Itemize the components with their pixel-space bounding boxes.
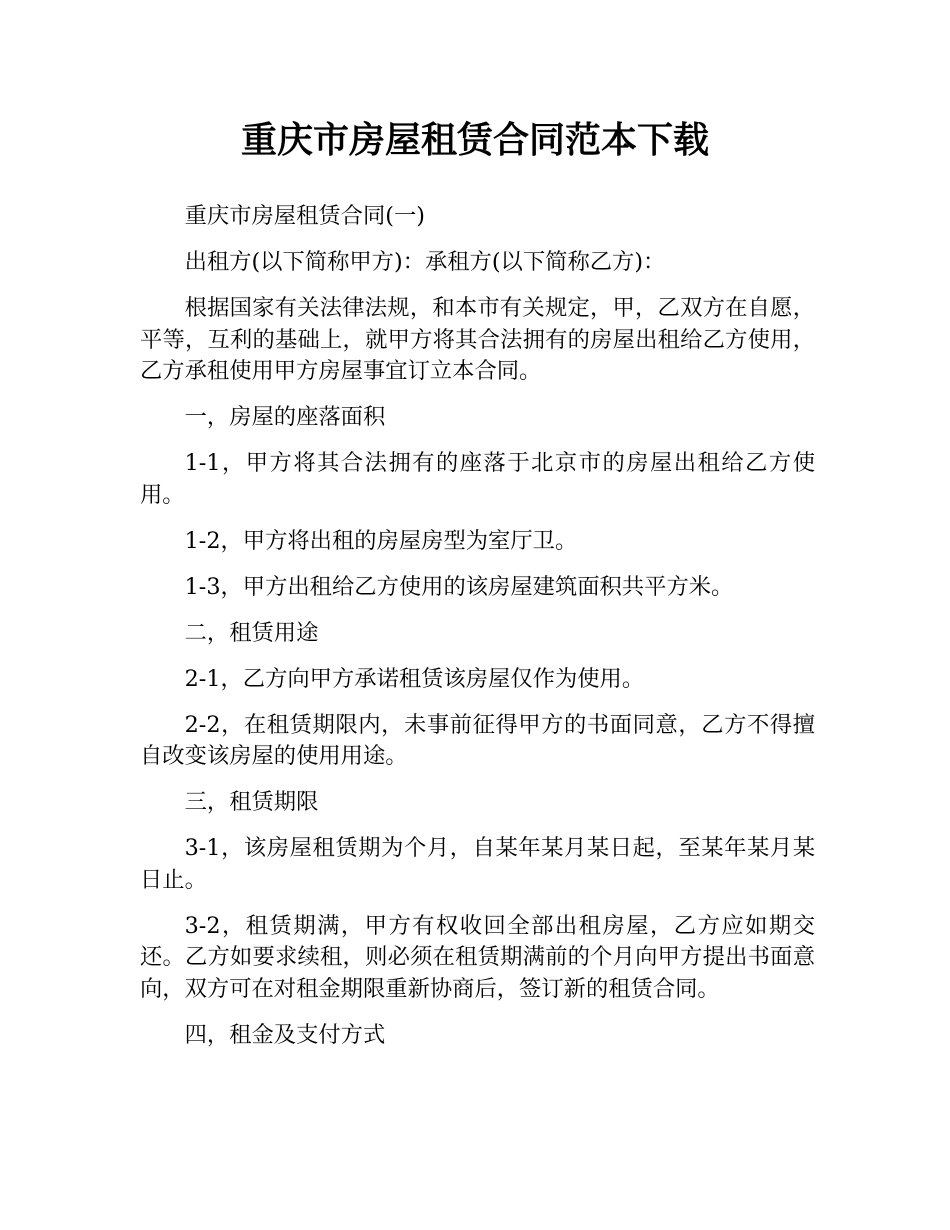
clause-1-2: 1-2，甲方将出租的房屋房型为室厅卫。 bbox=[184, 527, 578, 554]
document-title: 重庆市房屋租赁合同范本下载 bbox=[240, 120, 709, 161]
clause-2-2: 2-2，在租赁期限内，未事前征得甲方的书面同意，乙方不得擅自改变该房屋的使用用途。 bbox=[140, 711, 815, 769]
section-heading-1: 一，房屋的座落面积 bbox=[184, 404, 386, 430]
preamble-paragraph: 根据国家有关法律法规，和本市有关规定，甲，乙双方在自愿，平等，互利的基础上，就甲方将其合法拥有的房屋出租给乙方使用，乙方承租使用甲方房屋事宜订立本合同。 bbox=[140, 295, 815, 384]
section-heading-2: 二，租赁用途 bbox=[184, 619, 319, 646]
section-heading-3: 三，租赁期限 bbox=[184, 789, 319, 815]
section-heading-4: 四，租金及支付方式 bbox=[184, 1021, 386, 1048]
clause-2-1: 2-1，乙方向甲方承诺租赁该房屋仅作为使用。 bbox=[184, 665, 645, 692]
clause-1-3: 1-3，甲方出租给乙方使用的该房屋建筑面积共平方米。 bbox=[184, 573, 734, 600]
contract-subtitle: 重庆市房屋租赁合同(一) bbox=[184, 203, 425, 229]
clause-3-1: 3-1，该房屋租赁期为个月，自某年某月某日起，至某年某月某日止。 bbox=[140, 835, 815, 893]
parties-line: 出租方(以下简称甲方)：承租方(以下简称乙方)： bbox=[184, 249, 666, 275]
clause-3-2: 3-2，租赁期满，甲方有权收回全部出租房屋，乙方应如期交还。乙方如要求续租，则必须在租赁期满前的个月向甲方提出书面意向，双方可在对租金期限重新协商后，签订新的租赁合同。 bbox=[140, 912, 815, 1002]
document-body bbox=[140, 201, 815, 1051]
clause-1-1: 1-1，甲方将其合法拥有的座落于北京市的房屋出租给乙方使用。 bbox=[140, 450, 815, 508]
